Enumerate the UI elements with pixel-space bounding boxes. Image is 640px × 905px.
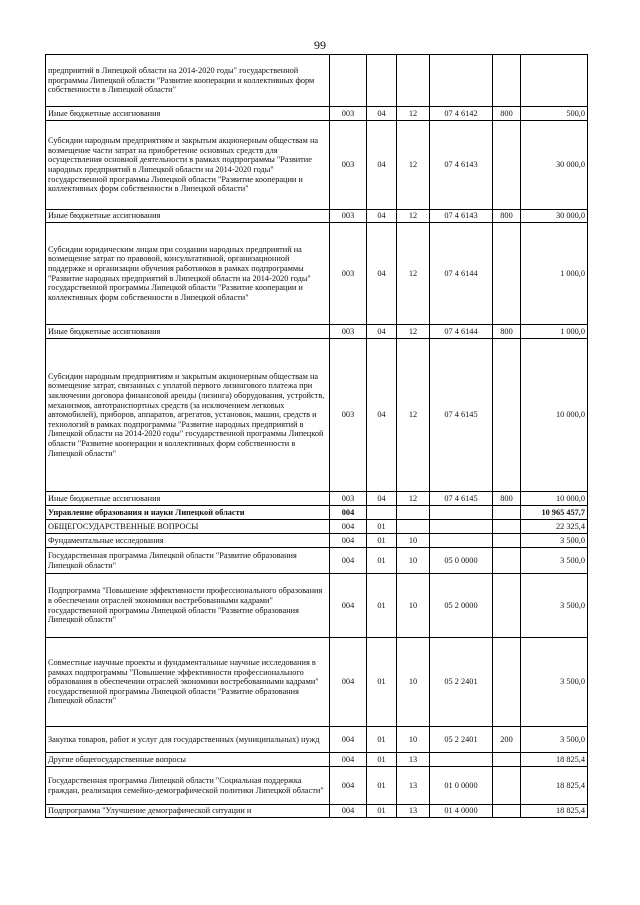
cell-exp: 800 [493,325,521,339]
cell-section: 01 [367,548,397,574]
table-row [46,223,588,325]
cell-admin: 004 [330,638,367,727]
cell-section: 01 [367,727,397,753]
cell-name: Государственная программа Липецкой области "Социальная поддержка граждан, реализация семейно-демографической политики Липецкой области" [46,767,330,805]
cell-section: 04 [367,325,397,339]
cell-amount: 3 500,0 [521,548,588,574]
cell-target: 07 4 6144 [430,325,493,339]
cell-name: Подпрограмма "Улучшение демографической ситуации и [46,805,330,818]
cell-target: 07 4 6143 [430,121,493,210]
cell-exp [493,767,521,805]
cell-amount: 3 500,0 [521,574,588,638]
cell-name: Субсидии юридическим лицам при создании народных предприятий на возмещение затрат по правовой, консультативной, организационной поддержке и организации обучения работников в рамках подпрограммы "Развитие народных предприятий в Липецкой области на 2014-2020 годы" государственной программы Липецкой области "Развитие кооперации и коллективных форм собственности в Липецкой области" [46,223,330,325]
cell-exp [493,506,521,520]
cell-amount: 30 000,0 [521,210,588,223]
cell-admin: 003 [330,492,367,506]
cell-section: 04 [367,210,397,223]
page-number: 99 [314,38,326,52]
cell-exp [493,339,521,492]
cell-target: 07 4 6144 [430,223,493,325]
table-row [46,548,588,574]
cell-admin: 003 [330,210,367,223]
cell-target [430,55,493,107]
cell-subsection [397,55,430,107]
cell-target: 01 4 0000 [430,805,493,818]
cell-subsection: 12 [397,223,430,325]
cell-section [367,506,397,520]
table-row [46,520,588,534]
cell-name: Иные бюджетные ассигнования [46,492,330,506]
cell-name: Фундаментальные исследования [46,534,330,548]
cell-subsection: 12 [397,325,430,339]
table-row [46,753,588,767]
cell-admin [330,55,367,107]
cell-exp: 800 [493,107,521,121]
cell-amount: 500,0 [521,107,588,121]
cell-subsection: 10 [397,534,430,548]
cell-amount: 22 325,4 [521,520,588,534]
cell-subsection [397,520,430,534]
cell-name: Другие общегосударственные вопросы [46,753,330,767]
cell-subsection: 12 [397,210,430,223]
table-row [46,638,588,727]
cell-exp [493,753,521,767]
cell-subsection: 12 [397,492,430,506]
cell-subsection: 10 [397,638,430,727]
cell-subsection [397,506,430,520]
cell-target: 01 0 0000 [430,767,493,805]
cell-exp [493,548,521,574]
cell-exp [493,121,521,210]
cell-subsection: 13 [397,767,430,805]
cell-name: ОБЩЕГОСУДАРСТВЕННЫЕ ВОПРОСЫ [46,520,330,534]
cell-amount [521,55,588,107]
cell-target: 07 4 6143 [430,210,493,223]
cell-name: Субсидии народным предприятиям и закрытым акционерным обществам на возмещение затрат, связанных с уплатой первого лизингового платежа при заключении договора финансовой аренды (лизинга) оборудования, устройств, механизмов, автотранспортных средств (за исключением легковых автомобилей), приборов, аппаратов, агрегатов, установок, машин, средств и технологий в рамках подпрограммы "Развитие народных предприятий в Липецкой области на 2014-2020 годы" государственной программы Липецкой области "Развитие кооперации и коллективных форм собственности в Липецкой области" [46,339,330,492]
cell-section: 01 [367,767,397,805]
cell-target [430,753,493,767]
cell-admin: 004 [330,805,367,818]
cell-amount: 18 825,4 [521,753,588,767]
cell-name: Закупка товаров, работ и услуг для государственных (муниципальных) нужд [46,727,330,753]
cell-name: Государственная программа Липецкой области "Развитие образования Липецкой области" [46,548,330,574]
cell-section: 01 [367,638,397,727]
table-row [46,574,588,638]
cell-section: 04 [367,339,397,492]
cell-name: предприятий в Липецкой области на 2014-2020 годы" государственной программы Липецкой области "Развитие кооперации и коллективных форм собственности в Липецкой области" [46,55,330,107]
cell-name: Совместные научные проекты и фундаментальные научные исследования в рамках подпрограммы "Повышение эффективности профессионального образования в обеспечении отраслей экономики востребованными кадрами" государственной программы Липецкой области "Развитие образования Липецкой области" [46,638,330,727]
cell-section: 01 [367,534,397,548]
cell-admin: 003 [330,339,367,492]
cell-section: 04 [367,223,397,325]
cell-admin: 003 [330,223,367,325]
table-row [46,534,588,548]
cell-target: 07 4 6142 [430,107,493,121]
cell-subsection: 10 [397,548,430,574]
cell-amount: 18 825,4 [521,805,588,818]
cell-target [430,534,493,548]
cell-exp [493,223,521,325]
cell-amount: 10 965 457,7 [521,506,588,520]
cell-amount: 10 000,0 [521,339,588,492]
table-body [46,55,588,818]
cell-amount: 1 000,0 [521,325,588,339]
cell-admin: 004 [330,574,367,638]
cell-target: 05 2 2401 [430,727,493,753]
cell-admin: 004 [330,727,367,753]
cell-section [367,55,397,107]
cell-section: 01 [367,805,397,818]
table-row [46,121,588,210]
table-row [46,805,588,818]
cell-section: 04 [367,107,397,121]
cell-exp [493,638,521,727]
table-row [46,506,588,520]
cell-exp [493,520,521,534]
cell-amount: 3 500,0 [521,534,588,548]
table-row [46,107,588,121]
cell-amount: 18 825,4 [521,767,588,805]
cell-name: Иные бюджетные ассигнования [46,210,330,223]
cell-subsection: 12 [397,107,430,121]
budget-table [45,54,588,818]
cell-admin: 004 [330,767,367,805]
cell-admin: 004 [330,753,367,767]
table-row [46,55,588,107]
cell-target [430,520,493,534]
cell-section: 01 [367,520,397,534]
cell-amount: 3 500,0 [521,727,588,753]
table-row [46,339,588,492]
cell-admin: 003 [330,325,367,339]
cell-exp: 200 [493,727,521,753]
cell-target: 05 2 0000 [430,574,493,638]
cell-subsection: 10 [397,574,430,638]
cell-name: Иные бюджетные ассигнования [46,325,330,339]
cell-admin: 004 [330,534,367,548]
cell-target: 05 2 2401 [430,638,493,727]
cell-subsection: 13 [397,753,430,767]
cell-subsection: 13 [397,805,430,818]
cell-admin: 004 [330,520,367,534]
cell-section: 01 [367,753,397,767]
table-row [46,727,588,753]
table-row [46,210,588,223]
cell-admin: 003 [330,121,367,210]
cell-name: Подпрограмма "Повышение эффективности профессионального образования в обеспечении отраслей экономики востребованными кадрами" государственной программы Липецкой области "Развитие образования Липецкой области" [46,574,330,638]
cell-name: Иные бюджетные ассигнования [46,107,330,121]
cell-amount: 10 000,0 [521,492,588,506]
cell-admin: 003 [330,107,367,121]
cell-subsection: 12 [397,121,430,210]
cell-section: 01 [367,574,397,638]
cell-exp: 800 [493,210,521,223]
cell-admin: 004 [330,548,367,574]
cell-exp [493,574,521,638]
cell-exp [493,55,521,107]
cell-amount: 30 000,0 [521,121,588,210]
cell-section: 04 [367,492,397,506]
table-row [46,325,588,339]
cell-name: Управление образования и науки Липецкой области [46,506,330,520]
table-row [46,492,588,506]
cell-target [430,506,493,520]
cell-subsection: 10 [397,727,430,753]
cell-target: 07 4 6145 [430,339,493,492]
table-row [46,767,588,805]
cell-target: 05 0 0000 [430,548,493,574]
cell-amount: 3 500,0 [521,638,588,727]
cell-exp [493,805,521,818]
cell-name: Субсидии народным предприятиям и закрытым акционерным обществам на возмещение части затрат на приобретение основных средств для осуществления основной деятельности в рамках подпрограммы "Развитие народных предприятий в Липецкой области на 2014-2020 годы" государственной программы Липецкой области "Развитие кооперации и коллективных форм собственности в Липецкой области" [46,121,330,210]
cell-section: 04 [367,121,397,210]
cell-amount: 1 000,0 [521,223,588,325]
cell-target: 07 4 6145 [430,492,493,506]
cell-admin: 004 [330,506,367,520]
cell-exp [493,534,521,548]
cell-exp: 800 [493,492,521,506]
cell-subsection: 12 [397,339,430,492]
